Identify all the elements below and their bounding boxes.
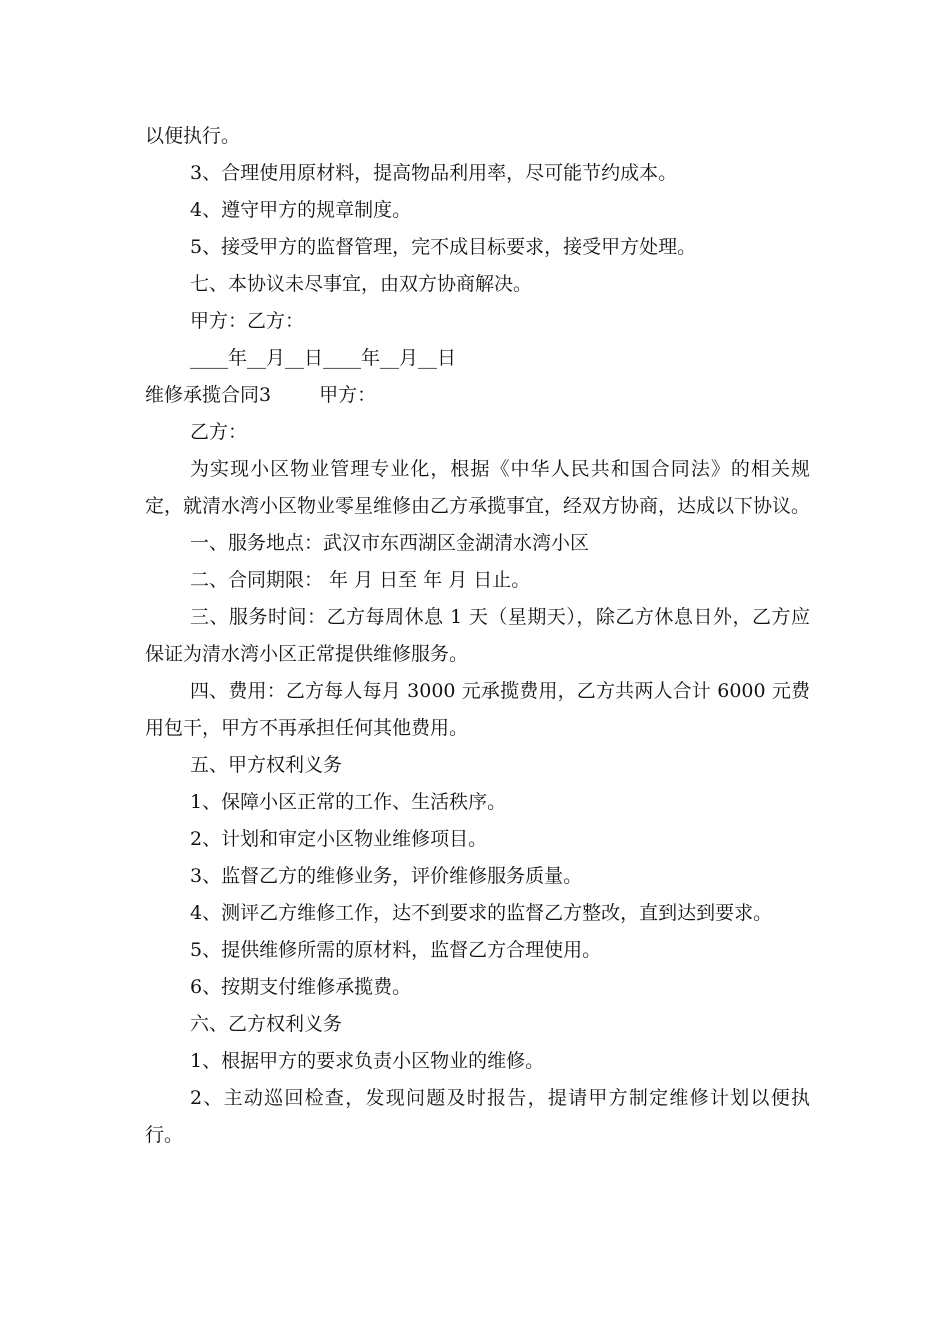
paragraph: 一、服务地点：武汉市东西湖区金湖清水湾小区 [190,532,590,554]
list-item: 3、监督乙方的维修业务，评价维修服务质量。 [190,865,583,887]
paragraph: 四、费用：乙方每人每月 3000 元承揽费用，乙方共两人合计 6000 元费用包干，甲方不再承担任何其他费用。 [145,680,810,739]
list-item: 6、按期支付维修承揽费。 [190,976,412,998]
list-item: 1、保障小区正常的工作、生活秩序。 [190,791,507,813]
contract-title: 维修承揽合同3 [145,384,272,406]
list-item: 5、提供维修所需的原材料，监督乙方合理使用。 [190,939,602,961]
paragraph: 5、接受甲方的监督管理，完不成目标要求，接受甲方处理。 [190,236,697,258]
list-item: 2、主动巡回检查，发现问题及时报告，提请甲方制定维修计划以便执行。 [145,1087,810,1146]
contract-heading-line [145,377,810,414]
list-item: 4、测评乙方维修工作，达不到要求的监督乙方整改，直到达到要求。 [190,902,773,924]
document-body [145,118,810,1154]
paragraph: 3、合理使用原材料，提高物品利用率，尽可能节约成本。 [190,162,678,184]
party-a-label: 甲方： [319,384,377,406]
signature-date-line: ____年__月__日____年__月__日 [190,347,457,369]
section-heading: 六、乙方权利义务 [190,1013,343,1035]
party-b-label: 乙方： [190,421,248,443]
paragraph: 4、遵守甲方的规章制度。 [190,199,412,221]
paragraph: 为实现小区物业管理专业化，根据《中华人民共和国合同法》的相关规定，就清水湾小区物业零星维修由乙方承揽事宜，经双方协商，达成以下协议。 [145,458,811,517]
paragraph: 七、本协议未尽事宜，由双方协商解决。 [190,273,533,295]
signature-parties-line: 甲方：乙方： [190,310,305,332]
section-heading: 五、甲方权利义务 [190,754,343,776]
list-item: 1、根据甲方的要求负责小区物业的维修。 [190,1050,545,1072]
list-item: 2、计划和审定小区物业维修项目。 [190,828,488,850]
paragraph: 三、服务时间：乙方每周休息 1 天（星期天），除乙方休息日外，乙方应保证为清水湾小区正常提供维修服务。 [145,606,810,665]
paragraph: 以便执行。 [145,125,241,147]
paragraph: 二、合同期限： 年 月 日至 年 月 日止。 [190,569,531,591]
